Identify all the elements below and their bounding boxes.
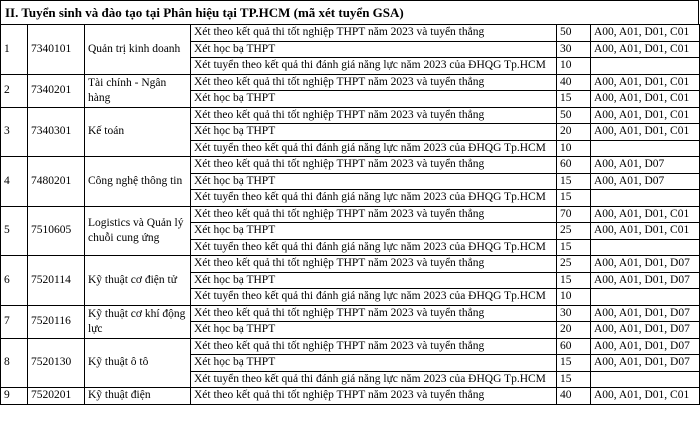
subject-combinations: A00, A01, D01, D07 xyxy=(591,355,700,372)
program-code: 7520201 xyxy=(28,388,85,405)
subject-combinations xyxy=(591,289,700,306)
subject-combinations: A00, A01, D07 xyxy=(591,173,700,190)
admission-method: Xét tuyển theo kết quả thi đánh giá năng lực năm 2023 của ĐHQG Tp.HCM xyxy=(191,239,557,256)
subject-combinations: A00, A01, D01, C01 xyxy=(591,25,700,42)
quota-value: 15 xyxy=(557,272,591,289)
program-code: 7480201 xyxy=(28,157,85,207)
quota-value: 25 xyxy=(557,223,591,240)
quota-value: 30 xyxy=(557,305,591,322)
admission-method: Xét theo kết quả thi tốt nghiệp THPT năm 2023 và tuyển thẳng xyxy=(191,256,557,273)
admission-method: Xét học bạ THPT xyxy=(191,173,557,190)
program-index: 7 xyxy=(1,305,28,338)
admission-method: Xét theo kết quả thi tốt nghiệp THPT năm 2023 và tuyển thẳng xyxy=(191,388,557,405)
program-name: Kế toán xyxy=(85,107,191,157)
subject-combinations xyxy=(591,371,700,388)
subject-combinations: A00, A01, D01, D07 xyxy=(591,256,700,273)
program-code: 7520114 xyxy=(28,256,85,306)
admission-method: Xét theo kết quả thi tốt nghiệp THPT năm 2023 và tuyển thẳng xyxy=(191,206,557,223)
admissions-table-body xyxy=(1,25,700,405)
quota-value: 30 xyxy=(557,41,591,58)
program-code: 7340201 xyxy=(28,74,85,107)
quota-value: 20 xyxy=(557,322,591,339)
program-name: Kỹ thuật cơ khí động lực xyxy=(85,305,191,338)
table-row xyxy=(1,157,700,174)
quota-value: 10 xyxy=(557,140,591,157)
table-row xyxy=(1,256,700,273)
table-row xyxy=(1,25,700,42)
subject-combinations: A00, A01, D01, C01 xyxy=(591,124,700,141)
program-code: 7510605 xyxy=(28,206,85,256)
subject-combinations: A00, A01, D01, C01 xyxy=(591,91,700,108)
program-index: 1 xyxy=(1,25,28,75)
quota-value: 10 xyxy=(557,58,591,75)
admission-method: Xét theo kết quả thi tốt nghiệp THPT năm 2023 và tuyển thẳng xyxy=(191,74,557,91)
quota-value: 15 xyxy=(557,91,591,108)
admission-method: Xét theo kết quả thi tốt nghiệp THPT năm 2023 và tuyển thẳng xyxy=(191,305,557,322)
program-name: Tài chính - Ngân hàng xyxy=(85,74,191,107)
quota-value: 15 xyxy=(557,371,591,388)
program-name: Kỹ thuật cơ điện tử xyxy=(85,256,191,306)
subject-combinations: A00, A01, D01, C01 xyxy=(591,223,700,240)
admission-method: Xét học bạ THPT xyxy=(191,322,557,339)
subject-combinations xyxy=(591,239,700,256)
program-name: Kỹ thuật điện xyxy=(85,388,191,405)
table-row xyxy=(1,388,700,405)
subject-combinations xyxy=(591,190,700,207)
program-index: 4 xyxy=(1,157,28,207)
quota-value: 15 xyxy=(557,355,591,372)
program-code: 7520116 xyxy=(28,305,85,338)
admission-method: Xét tuyển theo kết quả thi đánh giá năng lực năm 2023 của ĐHQG Tp.HCM xyxy=(191,289,557,306)
program-index: 3 xyxy=(1,107,28,157)
program-index: 2 xyxy=(1,74,28,107)
quota-value: 60 xyxy=(557,338,591,355)
admission-method: Xét theo kết quả thi tốt nghiệp THPT năm 2023 và tuyển thẳng xyxy=(191,25,557,42)
program-index: 9 xyxy=(1,388,28,405)
admission-method: Xét tuyển theo kết quả thi đánh giá năng lực năm 2023 của ĐHQG Tp.HCM xyxy=(191,371,557,388)
admission-method: Xét học bạ THPT xyxy=(191,355,557,372)
quota-value: 25 xyxy=(557,256,591,273)
admission-method: Xét học bạ THPT xyxy=(191,223,557,240)
quota-value: 40 xyxy=(557,388,591,405)
table-row xyxy=(1,305,700,322)
subject-combinations: A00, A01, D01, C01 xyxy=(591,107,700,124)
subject-combinations: A00, A01, D01, D07 xyxy=(591,322,700,339)
subject-combinations: A00, A01, D01, C01 xyxy=(591,388,700,405)
quota-value: 50 xyxy=(557,25,591,42)
table-row xyxy=(1,338,700,355)
admission-method: Xét học bạ THPT xyxy=(191,91,557,108)
program-code: 7340301 xyxy=(28,107,85,157)
section-title: II. Tuyển sinh và đào tạo tại Phân hiệu tại TP.HCM (mã xét tuyển GSA) xyxy=(0,0,699,25)
admission-method: Xét học bạ THPT xyxy=(191,272,557,289)
program-name: Kỹ thuật ô tô xyxy=(85,338,191,388)
subject-combinations: A00, A01, D01, D07 xyxy=(591,272,700,289)
program-code: 7340101 xyxy=(28,25,85,75)
subject-combinations: A00, A01, D01, D07 xyxy=(591,305,700,322)
subject-combinations: A00, A01, D01, D07 xyxy=(591,338,700,355)
program-name: Logistics và Quản lý chuỗi cung ứng xyxy=(85,206,191,256)
quota-value: 70 xyxy=(557,206,591,223)
admission-method: Xét tuyển theo kết quả thi đánh giá năng lực năm 2023 của ĐHQG Tp.HCM xyxy=(191,58,557,75)
quota-value: 15 xyxy=(557,173,591,190)
quota-value: 20 xyxy=(557,124,591,141)
program-index: 5 xyxy=(1,206,28,256)
quota-value: 60 xyxy=(557,157,591,174)
admission-method: Xét tuyển theo kết quả thi đánh giá năng lực năm 2023 của ĐHQG Tp.HCM xyxy=(191,140,557,157)
subject-combinations: A00, A01, D07 xyxy=(591,157,700,174)
subject-combinations xyxy=(591,140,700,157)
table-row xyxy=(1,206,700,223)
quota-value: 10 xyxy=(557,289,591,306)
admission-method: Xét học bạ THPT xyxy=(191,124,557,141)
quota-value: 15 xyxy=(557,239,591,256)
program-name: Quản trị kinh doanh xyxy=(85,25,191,75)
admission-method: Xét theo kết quả thi tốt nghiệp THPT năm 2023 và tuyển thẳng xyxy=(191,157,557,174)
program-index: 6 xyxy=(1,256,28,306)
table-row xyxy=(1,107,700,124)
program-name: Công nghệ thông tin xyxy=(85,157,191,207)
admission-method: Xét theo kết quả thi tốt nghiệp THPT năm 2023 và tuyển thẳng xyxy=(191,338,557,355)
quota-value: 50 xyxy=(557,107,591,124)
admission-method: Xét tuyển theo kết quả thi đánh giá năng lực năm 2023 của ĐHQG Tp.HCM xyxy=(191,190,557,207)
program-index: 8 xyxy=(1,338,28,388)
program-code: 7520130 xyxy=(28,338,85,388)
quota-value: 15 xyxy=(557,190,591,207)
admission-method: Xét theo kết quả thi tốt nghiệp THPT năm 2023 và tuyển thẳng xyxy=(191,107,557,124)
subject-combinations: A00, A01, D01, C01 xyxy=(591,41,700,58)
quota-value: 40 xyxy=(557,74,591,91)
admission-method: Xét học bạ THPT xyxy=(191,41,557,58)
admissions-table xyxy=(0,24,700,405)
subject-combinations xyxy=(591,58,700,75)
subject-combinations: A00, A01, D01, C01 xyxy=(591,206,700,223)
table-row xyxy=(1,74,700,91)
subject-combinations: A00, A01, D01, C01 xyxy=(591,74,700,91)
